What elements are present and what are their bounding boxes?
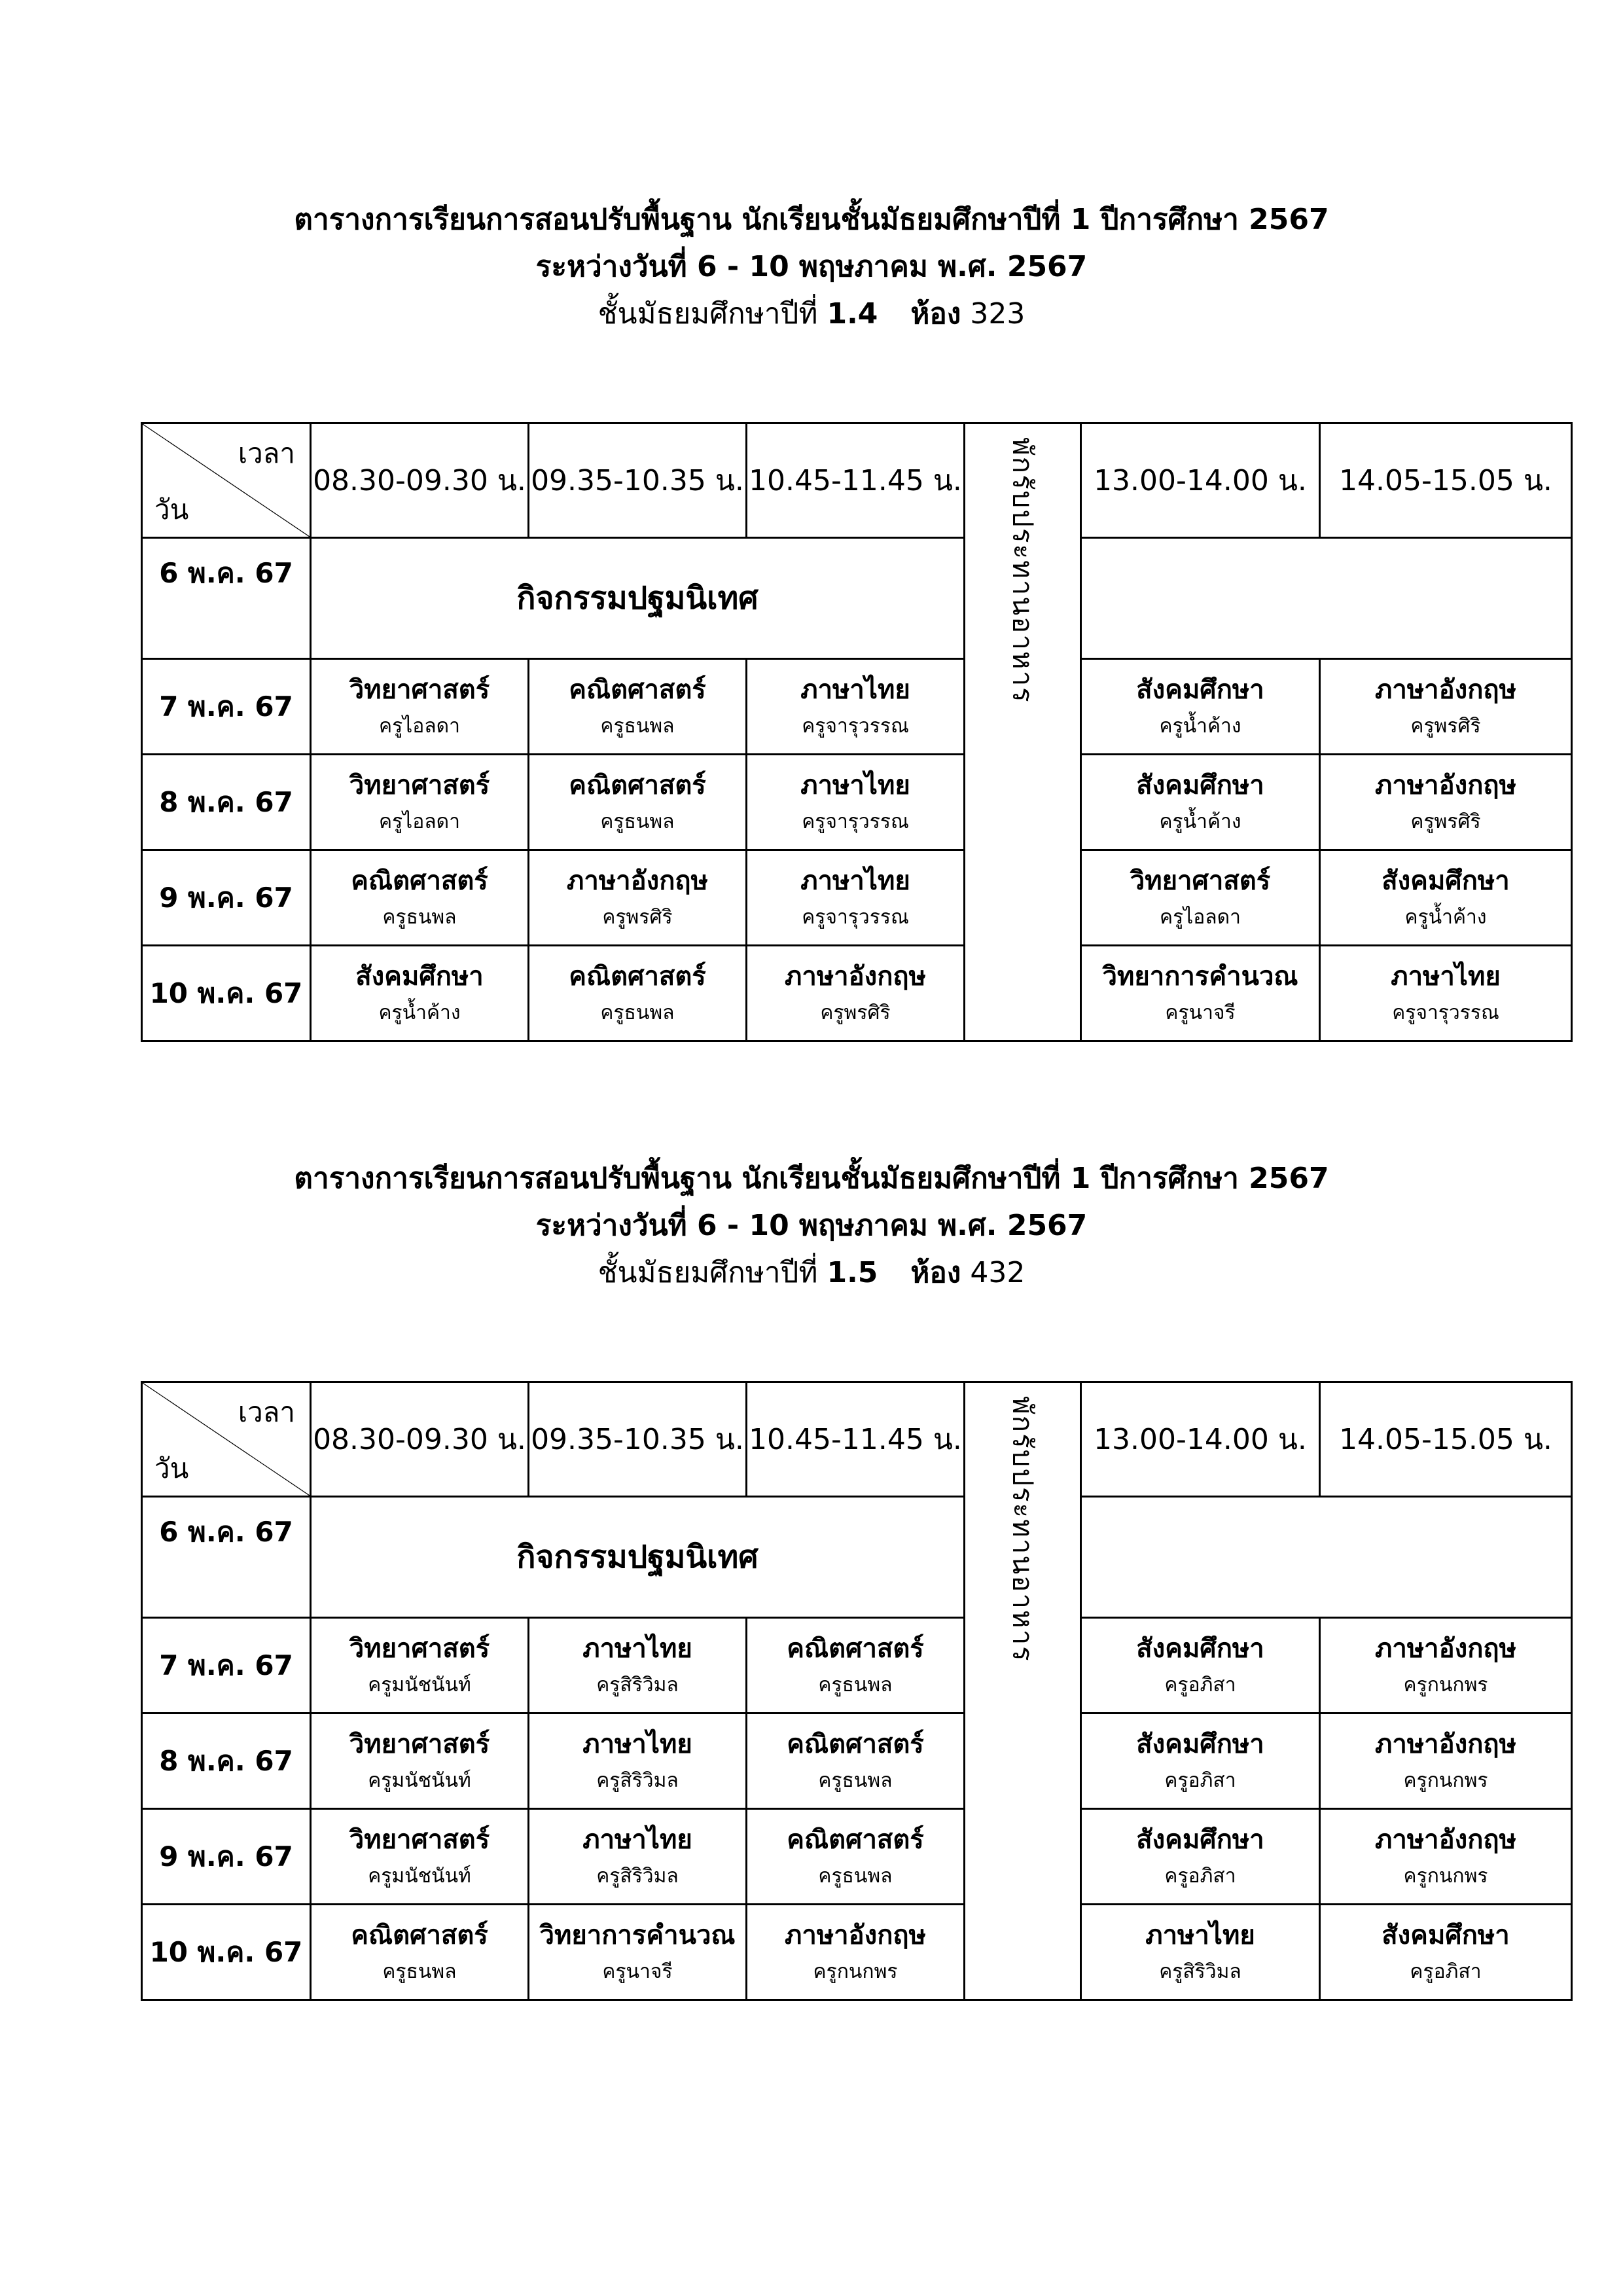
- subject: ภาษาไทย: [1391, 961, 1501, 992]
- period-header: 13.00-14.00 น.: [1081, 1382, 1320, 1497]
- lunch-break-column: [965, 1382, 1081, 2000]
- subject: ภาษาอังกฤษ: [1374, 770, 1516, 800]
- subject: คณิตศาสตร์: [787, 1729, 924, 1759]
- subject: ภาษาอังกฤษ: [1374, 674, 1516, 705]
- subject: ภาษาไทย: [582, 1729, 692, 1759]
- class-cell: [529, 659, 747, 755]
- subject: วิทยาศาสตร์: [349, 1824, 490, 1855]
- timetable: [141, 422, 1573, 1042]
- teacher: ครูจารุวรรณ: [802, 714, 909, 738]
- room-value: 323: [970, 297, 1026, 331]
- class-cell: [1320, 755, 1572, 850]
- day-cell: 6 พ.ค. 67: [142, 538, 311, 659]
- teacher: ครูกนกพร: [1403, 1768, 1488, 1792]
- class-cell: [311, 850, 529, 946]
- corner-day-label: วัน: [154, 1452, 189, 1484]
- class-label: ชั้นมัธยมศึกษาปีที่: [597, 1256, 818, 1289]
- subject: ภาษาไทย: [800, 674, 910, 705]
- class-cell: [311, 1713, 529, 1809]
- class-cell: [529, 850, 747, 946]
- subject: ภาษาไทย: [582, 1633, 692, 1664]
- class-cell: [1320, 946, 1572, 1041]
- class-cell: [311, 1809, 529, 1905]
- teacher: ครูสิริวิมล: [596, 1768, 679, 1792]
- teacher: ครูกนกพร: [1403, 1864, 1488, 1888]
- timetable-section-2: [0, 1155, 1623, 1983]
- period-header: 14.05-15.05 น.: [1320, 423, 1572, 538]
- teacher: ครูมนัชนันท์: [368, 1673, 471, 1696]
- class-cell: [1320, 1618, 1572, 1713]
- table-row: [142, 1809, 1572, 1905]
- room-value: 432: [970, 1256, 1026, 1289]
- subject: สังคมศึกษา: [1382, 865, 1510, 896]
- teacher: ครูมนัชนันท์: [368, 1768, 471, 1792]
- subject: ภาษาอังกฤษ: [1374, 1824, 1516, 1855]
- class-cell: [747, 946, 965, 1041]
- subject: ภาษาไทย: [1145, 1920, 1255, 1950]
- class-cell: [529, 755, 747, 850]
- lunch-break-column: [965, 423, 1081, 1041]
- table-row: [142, 1905, 1572, 2000]
- class-cell: [1320, 850, 1572, 946]
- subject: วิทยาการคำนวณ: [539, 1920, 736, 1950]
- teacher: ครูมนัชนันท์: [368, 1864, 471, 1888]
- class-cell: [311, 659, 529, 755]
- teacher: ครูน้ำค้าง: [1404, 905, 1487, 929]
- teacher: ครูธนพล: [600, 714, 675, 738]
- table-row: [142, 850, 1572, 946]
- corner-time-label: เวลา: [238, 1396, 295, 1428]
- day-cell: 8 พ.ค. 67: [142, 755, 311, 850]
- class-cell: [1081, 1618, 1320, 1713]
- class-cell: [529, 946, 747, 1041]
- class-cell: [311, 1905, 529, 2000]
- timetable: [141, 1381, 1573, 2001]
- period-header: 08.30-09.30 น.: [311, 1382, 529, 1497]
- header-row: [142, 423, 1572, 538]
- teacher: ครูอภิสา: [1164, 1673, 1236, 1696]
- orientation-activity: กิจกรรมปฐมนิเทศ: [311, 538, 965, 659]
- teacher: ครูธนพล: [382, 1960, 457, 1983]
- subject: วิทยาศาสตร์: [349, 1729, 490, 1759]
- subject: คณิตศาสตร์: [351, 1920, 488, 1950]
- class-cell: [1081, 1905, 1320, 2000]
- day-cell: 8 พ.ค. 67: [142, 1713, 311, 1809]
- teacher: ครูจารุวรรณ: [1392, 1001, 1499, 1024]
- day-cell: 7 พ.ค. 67: [142, 659, 311, 755]
- subject: วิทยาศาสตร์: [349, 770, 490, 800]
- subject: ภาษาอังกฤษ: [1374, 1729, 1516, 1759]
- teacher: ครูสิริวิมล: [596, 1673, 679, 1696]
- teacher: ครูกนกพร: [1403, 1673, 1488, 1696]
- subject: สังคมศึกษา: [1382, 1920, 1510, 1950]
- teacher: ครูธนพล: [600, 810, 675, 833]
- room-label: ห้อง: [910, 1256, 961, 1289]
- class-cell: [1320, 659, 1572, 755]
- teacher: ครูนาจรี: [1165, 1001, 1236, 1024]
- teacher: ครูธนพล: [382, 905, 457, 929]
- day-cell: 9 พ.ค. 67: [142, 850, 311, 946]
- subject: สังคมศึกษา: [355, 961, 484, 992]
- table-row: [142, 1618, 1572, 1713]
- class-cell: [747, 850, 965, 946]
- subject: คณิตศาสตร์: [787, 1633, 924, 1664]
- class-cell: [1320, 1809, 1572, 1905]
- class-cell: [747, 659, 965, 755]
- timetable-section-1: [0, 196, 1623, 1024]
- subject: คณิตศาสตร์: [569, 674, 706, 705]
- class-cell: [747, 1713, 965, 1809]
- table-row: [142, 538, 1572, 659]
- teacher: ครูอภิสา: [1164, 1864, 1236, 1888]
- subject: คณิตศาสตร์: [787, 1824, 924, 1855]
- teacher: ครูพรศิริ: [1410, 810, 1481, 833]
- day-cell: 10 พ.ค. 67: [142, 946, 311, 1041]
- corner-cell: [142, 423, 311, 538]
- class-cell: [747, 755, 965, 850]
- period-header: 14.05-15.05 น.: [1320, 1382, 1572, 1497]
- subject: ภาษาอังกฤษ: [784, 1920, 926, 1950]
- table-row: [142, 755, 1572, 850]
- class-cell: [529, 1713, 747, 1809]
- class-line: [0, 1249, 1623, 1297]
- title-line-2: ระหว่างวันที่ 6 - 10 พฤษภาคม พ.ศ. 2567: [535, 1209, 1088, 1242]
- corner-day-label: วัน: [154, 493, 189, 526]
- teacher: ครูจารุวรรณ: [802, 810, 909, 833]
- class-line: [0, 291, 1623, 338]
- class-value: 1.4: [827, 297, 878, 331]
- class-cell: [1320, 1713, 1572, 1809]
- empty-cell: [1081, 538, 1572, 659]
- subject: สังคมศึกษา: [1136, 674, 1264, 705]
- subject: สังคมศึกษา: [1136, 1633, 1264, 1664]
- empty-cell: [1081, 1497, 1572, 1618]
- day-cell: 9 พ.ค. 67: [142, 1809, 311, 1905]
- class-cell: [529, 1905, 747, 2000]
- subject: ภาษาไทย: [582, 1824, 692, 1855]
- class-label: ชั้นมัธยมศึกษาปีที่: [597, 297, 818, 331]
- teacher: ครูพรศิริ: [820, 1001, 891, 1024]
- teacher: ครูน้ำค้าง: [1159, 810, 1241, 833]
- class-cell: [311, 946, 529, 1041]
- subject: สังคมศึกษา: [1136, 1824, 1264, 1855]
- class-cell: [529, 1618, 747, 1713]
- teacher: ครูธนพล: [600, 1001, 675, 1024]
- period-header: 09.35-10.35 น.: [529, 1382, 747, 1497]
- class-cell: [1081, 755, 1320, 850]
- corner-cell: [142, 1382, 311, 1497]
- class-cell: [1081, 850, 1320, 946]
- subject: ภาษาอังกฤษ: [566, 865, 708, 896]
- period-header: 10.45-11.45 น.: [747, 423, 965, 538]
- teacher: ครูน้ำค้าง: [378, 1001, 461, 1024]
- teacher: ครูนาจรี: [602, 1960, 673, 1983]
- table-row: [142, 659, 1572, 755]
- period-header: 13.00-14.00 น.: [1081, 423, 1320, 538]
- subject: คณิตศาสตร์: [351, 865, 488, 896]
- class-cell: [1081, 1809, 1320, 1905]
- section-heading: [0, 1155, 1623, 1297]
- section-heading: [0, 196, 1623, 338]
- teacher: ครูธนพล: [818, 1768, 893, 1792]
- title-line-1: ตารางการเรียนการสอนปรับพื้นฐาน นักเรียนชั้นมัธยมศึกษาปีที่ 1 ปีการศึกษา 2567: [294, 1162, 1329, 1195]
- class-cell: [311, 1618, 529, 1713]
- subject: ภาษาไทย: [800, 770, 910, 800]
- teacher: ครูธนพล: [818, 1673, 893, 1696]
- teacher: ครูกนกพร: [813, 1960, 898, 1983]
- period-header: 09.35-10.35 น.: [529, 423, 747, 538]
- subject: ภาษาไทย: [800, 865, 910, 896]
- teacher: ครูไอลดา: [379, 714, 460, 738]
- corner-time-label: เวลา: [238, 437, 295, 469]
- subject: สังคมศึกษา: [1136, 1729, 1264, 1759]
- teacher: ครูธนพล: [818, 1864, 893, 1888]
- subject: วิทยาศาสตร์: [349, 1633, 490, 1664]
- class-cell: [747, 1618, 965, 1713]
- subject: วิทยาการคำนวณ: [1102, 961, 1298, 992]
- subject: สังคมศึกษา: [1136, 770, 1264, 800]
- teacher: ครูไอลดา: [1160, 905, 1241, 929]
- subject: วิทยาศาสตร์: [349, 674, 490, 705]
- table-row: [142, 946, 1572, 1041]
- class-cell: [1081, 946, 1320, 1041]
- teacher: ครูสิริวิมล: [1159, 1960, 1241, 1983]
- period-header: 08.30-09.30 น.: [311, 423, 529, 538]
- class-cell: [1320, 1905, 1572, 2000]
- teacher: ครูจารุวรรณ: [802, 905, 909, 929]
- class-cell: [1081, 1713, 1320, 1809]
- class-cell: [1081, 659, 1320, 755]
- table-row: [142, 1497, 1572, 1618]
- subject: คณิตศาสตร์: [569, 961, 706, 992]
- header-row: [142, 1382, 1572, 1497]
- subject: ภาษาอังกฤษ: [1374, 1633, 1516, 1664]
- lunch-break-label: พักรับประทานอาหาร: [1007, 437, 1039, 704]
- class-cell: [747, 1809, 965, 1905]
- class-cell: [529, 1809, 747, 1905]
- lunch-break-label: พักรับประทานอาหาร: [1007, 1396, 1039, 1662]
- class-cell: [747, 1905, 965, 2000]
- subject: คณิตศาสตร์: [569, 770, 706, 800]
- subject: ภาษาอังกฤษ: [784, 961, 926, 992]
- teacher: ครูพรศิริ: [1410, 714, 1481, 738]
- class-cell: [311, 755, 529, 850]
- teacher: ครูน้ำค้าง: [1159, 714, 1241, 738]
- teacher: ครูไอลดา: [379, 810, 460, 833]
- day-cell: 7 พ.ค. 67: [142, 1618, 311, 1713]
- title-line-2: ระหว่างวันที่ 6 - 10 พฤษภาคม พ.ศ. 2567: [535, 250, 1088, 283]
- table-row: [142, 1713, 1572, 1809]
- teacher: ครูอภิสา: [1410, 1960, 1482, 1983]
- teacher: ครูสิริวิมล: [596, 1864, 679, 1888]
- room-label: ห้อง: [910, 297, 961, 331]
- orientation-activity: กิจกรรมปฐมนิเทศ: [311, 1497, 965, 1618]
- subject: วิทยาศาสตร์: [1130, 865, 1271, 896]
- teacher: ครูอภิสา: [1164, 1768, 1236, 1792]
- day-cell: 10 พ.ค. 67: [142, 1905, 311, 2000]
- teacher: ครูพรศิริ: [602, 905, 673, 929]
- day-cell: 6 พ.ค. 67: [142, 1497, 311, 1618]
- class-value: 1.5: [827, 1256, 878, 1289]
- title-line-1: ตารางการเรียนการสอนปรับพื้นฐาน นักเรียนชั้นมัธยมศึกษาปีที่ 1 ปีการศึกษา 2567: [294, 203, 1329, 236]
- period-header: 10.45-11.45 น.: [747, 1382, 965, 1497]
